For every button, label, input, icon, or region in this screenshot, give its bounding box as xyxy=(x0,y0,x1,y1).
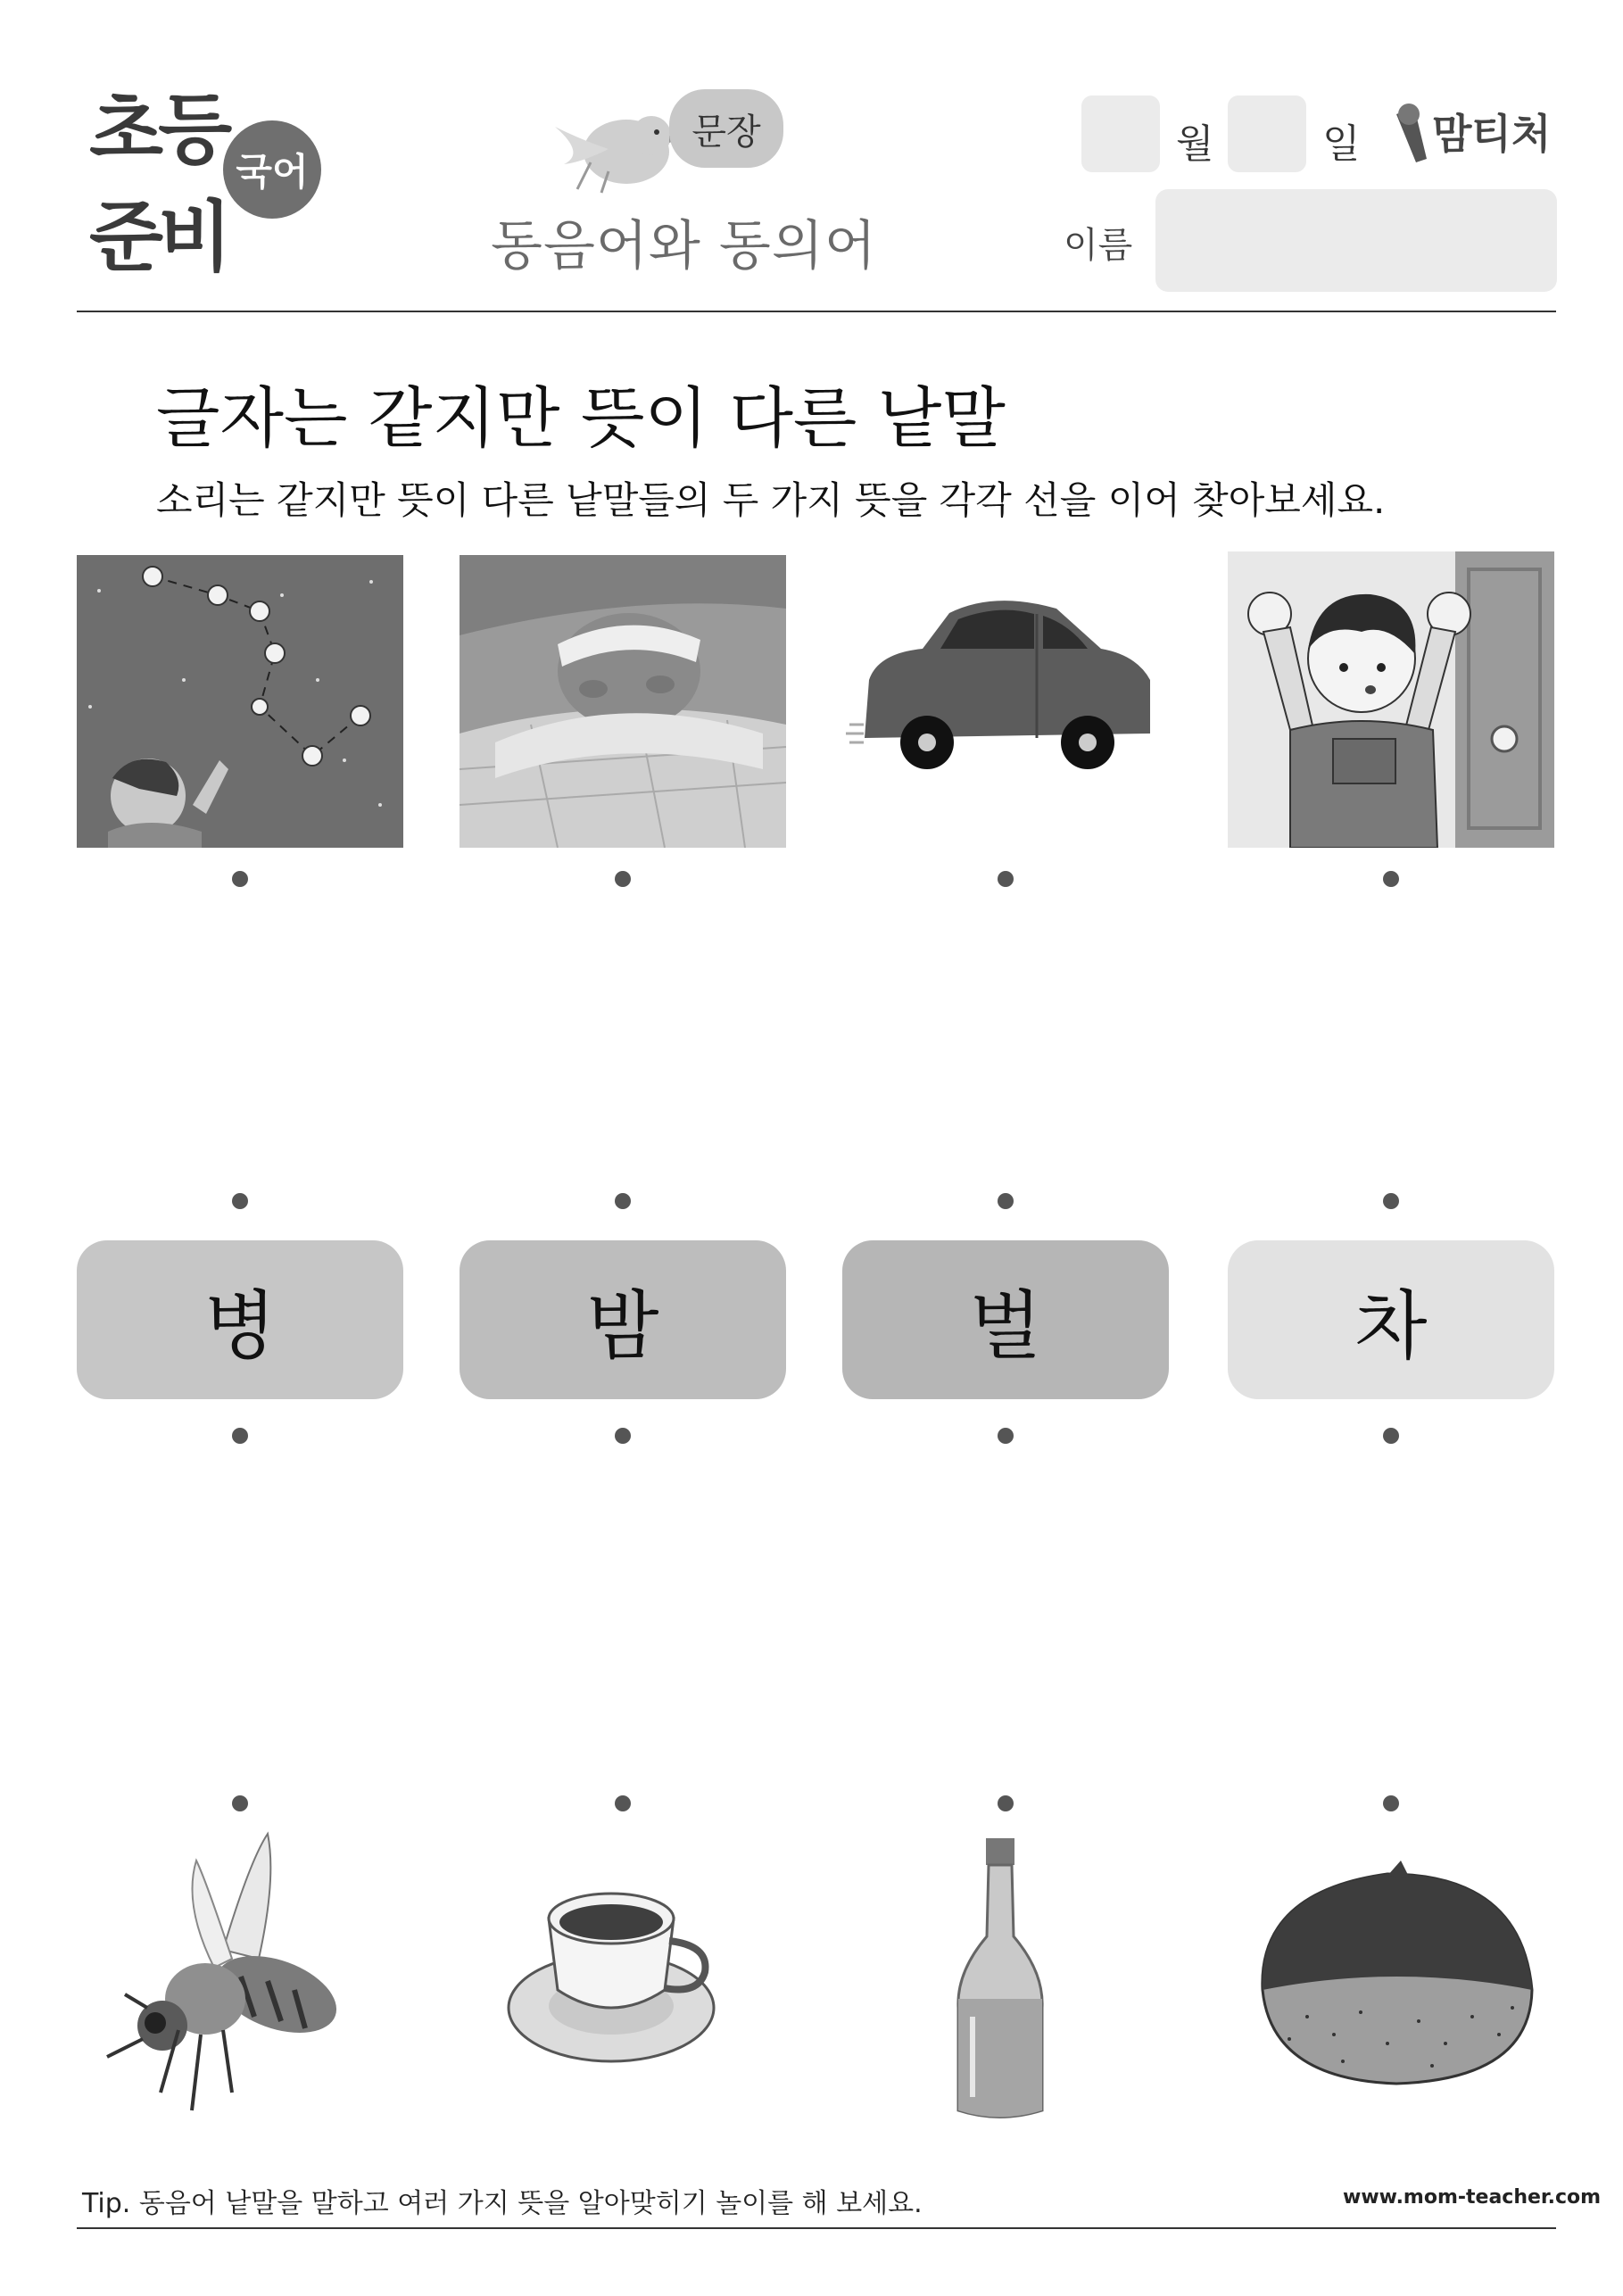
sick-child-in-bed-icon xyxy=(460,555,786,848)
connect-dot-word-top-4[interactable] xyxy=(1383,1193,1399,1209)
name-input[interactable] xyxy=(1155,189,1557,292)
header-divider xyxy=(77,311,1556,312)
word-card-byeong[interactable]: 병 xyxy=(77,1240,403,1399)
day-input[interactable] xyxy=(1228,95,1306,172)
logo-text-bottom: 준비 xyxy=(89,193,228,282)
website-link[interactable]: www.mom-teacher.com xyxy=(1343,2186,1602,2209)
word-card-cha[interactable]: 차 xyxy=(1228,1240,1554,1399)
subject-badge: 국어 xyxy=(223,120,321,219)
connect-dot-top-4[interactable] xyxy=(1383,871,1399,887)
brand-logo xyxy=(1387,96,1566,168)
connect-dot-bottom-4[interactable] xyxy=(1383,1795,1399,1811)
connect-dot-bottom-1[interactable] xyxy=(232,1795,248,1811)
word-card-beol[interactable]: 벌 xyxy=(842,1240,1169,1399)
brand-text: 맘티처 xyxy=(1432,110,1552,158)
connect-dot-top-1[interactable] xyxy=(232,871,248,887)
connect-dot-word-bottom-3[interactable] xyxy=(998,1428,1014,1444)
image-card-car[interactable] xyxy=(842,555,1169,848)
bee-icon[interactable] xyxy=(98,1825,366,2119)
image-card-night[interactable] xyxy=(77,555,403,848)
connect-dot-word-top-3[interactable] xyxy=(998,1193,1014,1209)
tip-text: Tip. 동음어 낱말을 말하고 여러 가지 뜻을 알아맞히기 놀이를 해 보세요. xyxy=(82,2188,923,2219)
night-sky-constellation-icon xyxy=(77,555,403,848)
word-card-bam[interactable]: 밤 xyxy=(460,1240,786,1399)
connect-dot-word-bottom-4[interactable] xyxy=(1383,1428,1399,1444)
connect-dot-word-bottom-1[interactable] xyxy=(232,1428,248,1444)
worksheet-title: 글자는 같지만 뜻이 다른 낱말 xyxy=(156,380,1006,457)
connect-dot-word-bottom-2[interactable] xyxy=(615,1428,631,1444)
bottle-icon[interactable] xyxy=(946,1838,1053,2124)
connect-dot-word-top-1[interactable] xyxy=(232,1193,248,1209)
footer-divider xyxy=(77,2227,1556,2229)
connect-dot-top-3[interactable] xyxy=(998,871,1014,887)
connect-dot-top-2[interactable] xyxy=(615,871,631,887)
day-label: 일 xyxy=(1322,121,1361,167)
connect-dot-bottom-3[interactable] xyxy=(998,1795,1014,1811)
logo xyxy=(89,85,330,299)
month-input[interactable] xyxy=(1081,95,1160,172)
page-subtitle: 동음어와 동의어 xyxy=(491,215,877,278)
bird-icon xyxy=(546,100,680,198)
image-card-punishment[interactable] xyxy=(1228,551,1554,848)
connect-dot-bottom-2[interactable] xyxy=(615,1795,631,1811)
chestnut-icon[interactable] xyxy=(1254,1856,1539,2097)
logo-text-top: 초등 xyxy=(89,86,228,175)
name-label: 이름 xyxy=(1064,225,1133,266)
instruction-text: 소리는 같지만 뜻이 다른 낱말들의 두 가지 뜻을 각각 선을 이어 찾아보세요. xyxy=(156,478,1386,522)
month-label: 월 xyxy=(1176,121,1214,167)
tea-cup-icon[interactable] xyxy=(504,1856,732,2088)
image-card-sick[interactable] xyxy=(460,555,786,848)
connect-dot-word-top-2[interactable] xyxy=(615,1193,631,1209)
car-icon xyxy=(842,555,1169,848)
chapter-pill: 문장 xyxy=(669,89,783,168)
child-punished-arms-up-icon xyxy=(1228,551,1554,848)
